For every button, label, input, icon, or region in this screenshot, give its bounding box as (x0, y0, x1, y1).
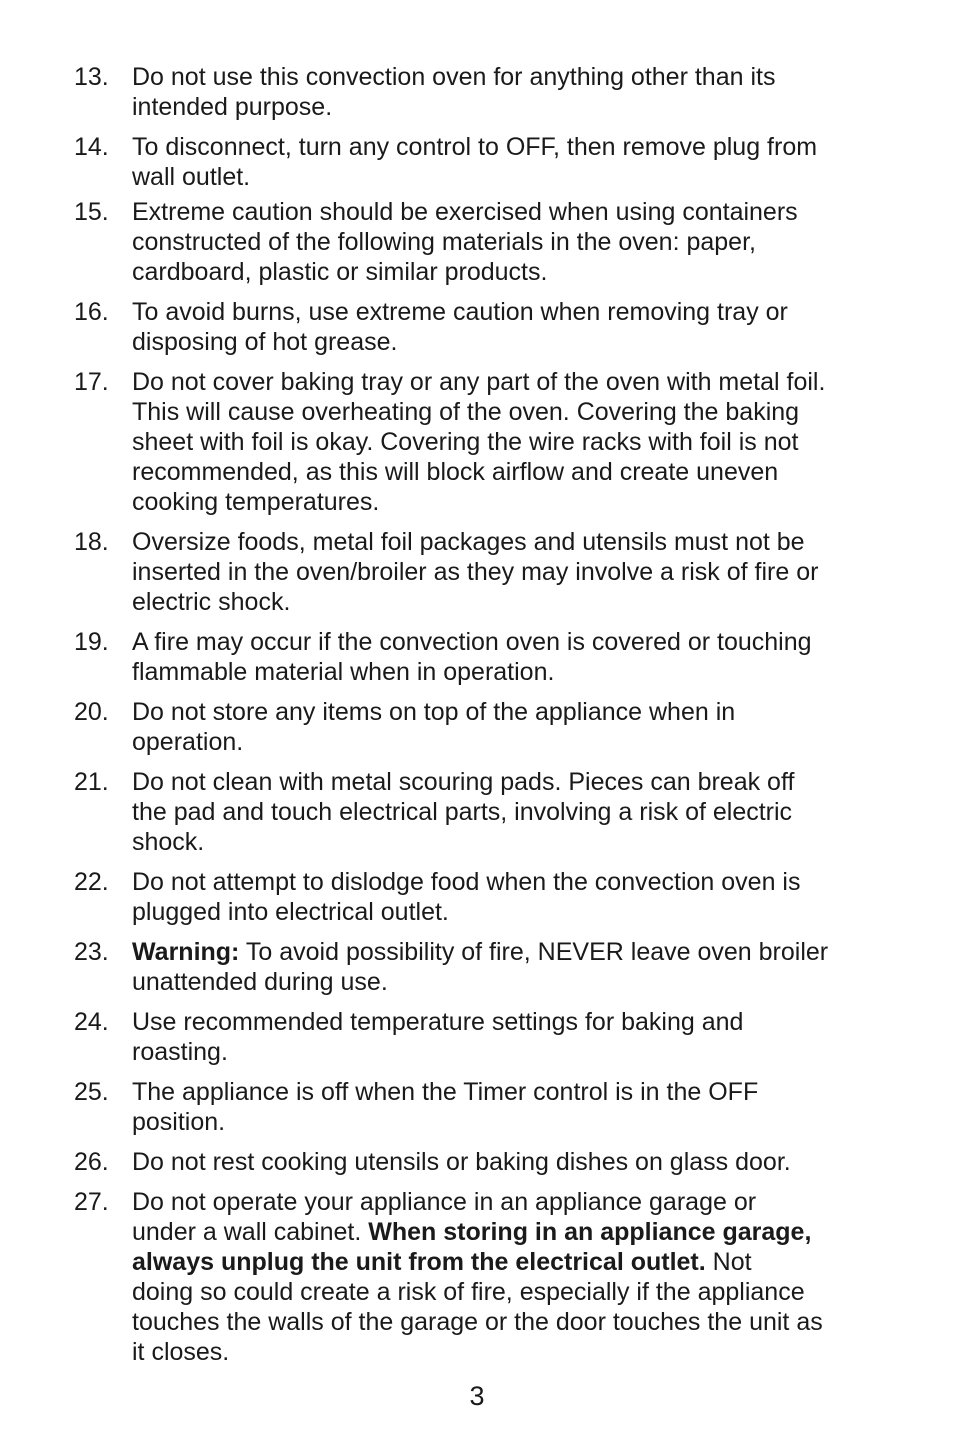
item-text: Do not rest cooking utensils or baking dishes on glass door. (132, 1148, 791, 1176)
list-item (70, 627, 900, 687)
item-text: Do not clean with metal scouring pads. Pieces can break off the pad and touch electrical parts, involving a risk of electric shock. (132, 768, 795, 856)
item-number: 22. (74, 868, 109, 896)
list-item (70, 367, 900, 517)
list-item (70, 197, 900, 287)
item-number: 24. (74, 1008, 109, 1036)
warning-label: Warning: (132, 938, 240, 966)
item-text: Extreme caution should be exercised when using containers constructed of the following materials in the oven: paper, cardboard, plastic or similar products. (132, 198, 798, 286)
list-item (70, 1077, 900, 1137)
item-number: 16. (74, 298, 109, 326)
storage-warning: When storing in an appliance garage, always unplug the unit from the electrical outlet. (132, 1218, 812, 1276)
item-number: 17. (74, 368, 109, 396)
list-item (70, 1147, 900, 1177)
list-item (70, 867, 900, 927)
list-item (70, 767, 900, 857)
list-item (70, 697, 900, 757)
item-text: Do not cover baking tray or any part of the oven with metal foil. This will cause overheating of the oven. Covering the baking sheet with foil is okay. Covering the wire racks with foil is not recommended, as this will block airflow and create uneven cooking temperatures. (132, 368, 826, 516)
item-number: 25. (74, 1078, 109, 1106)
item-text: The appliance is off when the Timer control is in the OFF position. (132, 1078, 759, 1136)
list-item (70, 1187, 900, 1367)
item-number: 19. (74, 628, 109, 656)
list-item (70, 297, 900, 357)
item-number: 14. (74, 133, 109, 161)
item-text (132, 1187, 900, 1367)
item-number: 18. (74, 528, 109, 556)
list-item (70, 62, 900, 122)
item-number: 20. (74, 698, 109, 726)
item-number: 13. (74, 63, 109, 91)
item-number: 27. (74, 1188, 109, 1216)
item-text: Use recommended temperature settings for baking and roasting. (132, 1008, 744, 1066)
item-text: To disconnect, turn any control to OFF, then remove plug from wall outlet. (132, 133, 818, 191)
item-text: Oversize foods, metal foil packages and utensils must not be inserted in the oven/broiler as they may involve a risk of fire or electric shock. (132, 528, 819, 616)
item-number: 15. (74, 198, 109, 226)
item-text (132, 937, 900, 997)
item-text: Do not store any items on top of the appliance when in operation. (132, 698, 736, 756)
page-number: 3 (469, 1381, 485, 1411)
item-text: Do not use this convection oven for anything other than its intended purpose. (132, 63, 776, 121)
item-text: Do not attempt to dislodge food when the convection oven is plugged into electrical outlet. (132, 868, 801, 926)
list-item (70, 132, 900, 192)
item-number: 21. (74, 768, 109, 796)
safety-instructions-list (70, 62, 900, 1367)
item-text: A fire may occur if the convection oven is covered or touching flammable material when in operation. (132, 628, 812, 686)
list-item (70, 1007, 900, 1067)
item-text-part: Do not operate your appliance in an appliance garage or under a wall cabinet. (132, 1188, 757, 1246)
item-text-part: Not doing so could create a risk of fire, especially if the appliance touches the walls of the garage or the door touches the unit as it closes. (132, 1248, 823, 1366)
item-number: 26. (74, 1148, 109, 1176)
item-text: To avoid burns, use extreme caution when removing tray or disposing of hot grease. (132, 298, 788, 356)
list-item (70, 937, 900, 997)
list-item (70, 527, 900, 617)
item-number: 23. (74, 938, 109, 966)
warning-text: To avoid possibility of fire, NEVER leave oven broiler unattended during use. (132, 938, 829, 996)
